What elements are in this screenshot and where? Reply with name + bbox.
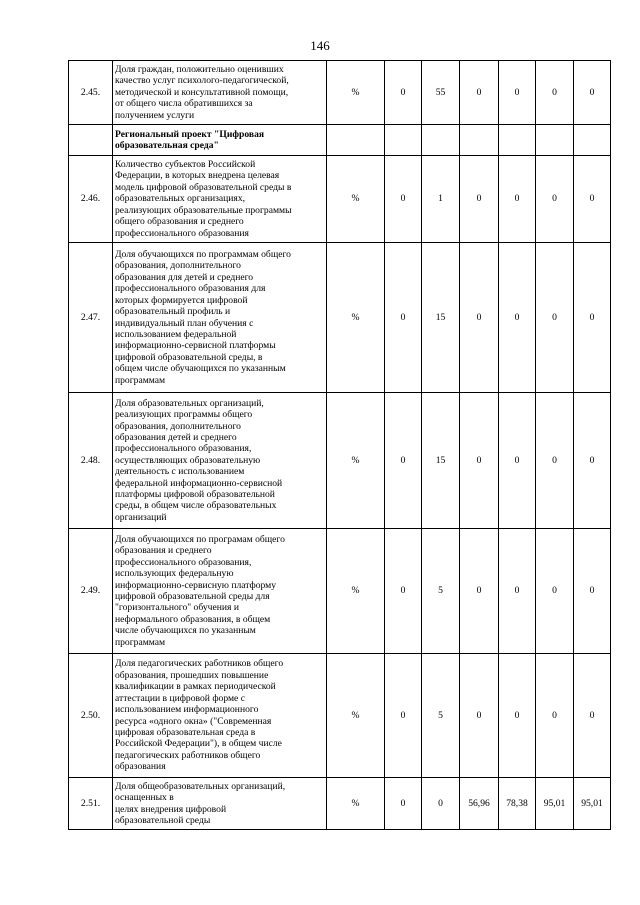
indicator-description: Количество субъектов Российской Федерации, в которых внедрена целевая модель цифровой образовательной среды в образовательных организациях, реализующих образовательные программы общего образования и среднего профессионального образования — [113, 156, 327, 243]
value-cell: 0 — [536, 243, 574, 393]
table-row — [69, 529, 611, 654]
value-cell: 95,01 — [536, 778, 574, 830]
row-number: 2.50. — [69, 654, 113, 778]
empty-cell — [422, 125, 460, 156]
table-row — [69, 61, 611, 125]
value-cell: 0 — [460, 529, 499, 654]
indicator-description: Доля обучающихся по программам общего образования, дополнительного образования для детей и среднего профессионального образования для которых формируется цифровой образовательный профиль и индивидуальный план обучения с использованием федеральной информационно-сервисной платформы цифровой образовательной среды, в общем числе обучающихся по указанным программам — [113, 243, 327, 393]
value-cell: 0 — [460, 654, 499, 778]
value-cell: 55 — [422, 61, 460, 125]
table-row — [69, 393, 611, 529]
value-cell: 0 — [385, 393, 422, 529]
unit-cell: % — [327, 529, 385, 654]
value-cell: 0 — [385, 243, 422, 393]
indicator-description: Доля педагогических работников общего образования, прошедших повышение квалификации в рамках периодической аттестации в цифровой форме с использованием информационного ресурса «одного окна» ("Современная цифровая образовательная среда в Российской Федерации"), в общем числе педагогических работников общего образования — [113, 654, 327, 778]
value-cell: 0 — [385, 61, 422, 125]
value-cell: 0 — [460, 243, 499, 393]
table-row — [69, 778, 611, 830]
value-cell: 5 — [422, 654, 460, 778]
unit-cell: % — [327, 654, 385, 778]
value-cell: 0 — [422, 778, 460, 830]
value-cell: 78,38 — [499, 778, 536, 830]
value-cell: 0 — [574, 156, 611, 243]
indicators-table — [68, 60, 611, 830]
value-cell: 5 — [422, 529, 460, 654]
empty-cell — [499, 125, 536, 156]
value-cell: 0 — [499, 156, 536, 243]
value-cell: 0 — [536, 529, 574, 654]
empty-cell — [327, 125, 385, 156]
empty-cell — [460, 125, 499, 156]
row-number: 2.51. — [69, 778, 113, 830]
value-cell: 0 — [536, 156, 574, 243]
value-cell: 95,01 — [574, 778, 611, 830]
value-cell: 0 — [385, 529, 422, 654]
unit-cell: % — [327, 61, 385, 125]
unit-cell: % — [327, 156, 385, 243]
value-cell: 0 — [499, 393, 536, 529]
indicator-description: Доля граждан, положительно оценивших качество услуг психолого-педагогической, методической и консультативной помощи, от общего числа обратившихся за получением услуги — [113, 61, 327, 125]
value-cell: 0 — [574, 654, 611, 778]
value-cell: 0 — [536, 654, 574, 778]
table-row — [69, 243, 611, 393]
unit-cell: % — [327, 243, 385, 393]
row-number: 2.47. — [69, 243, 113, 393]
empty-cell — [574, 125, 611, 156]
indicator-description: Доля общеобразовательных организаций, оснащенных в целях внедрения цифровой образовательной среды — [113, 778, 327, 830]
empty-cell — [536, 125, 574, 156]
page-number: 146 — [310, 38, 330, 53]
indicator-description: Доля образовательных организаций, реализующих программы общего образования, дополнительного образования детей и среднего профессионального образования, осуществляющих образовательную деятельность с использованием федеральной информационно-сервисной платформы цифровой образовательной среды, в общем числе образовательных организаций — [113, 393, 327, 529]
table-row — [69, 156, 611, 243]
table-row — [69, 654, 611, 778]
value-cell: 0 — [385, 654, 422, 778]
row-number: 2.45. — [69, 61, 113, 125]
value-cell: 0 — [460, 156, 499, 243]
value-cell: 0 — [574, 243, 611, 393]
section-row — [69, 125, 611, 156]
indicator-description: Доля обучающихся по програмам общего образования и среднего профессионального образования, использующих федеральную информационно-сервисную платформу цифровой образовательной среды для "горизонтального" обучения и неформального образования, в общем числе обучающихся по указанным программам — [113, 529, 327, 654]
value-cell: 0 — [499, 61, 536, 125]
unit-cell: % — [327, 393, 385, 529]
value-cell: 0 — [385, 156, 422, 243]
value-cell: 1 — [422, 156, 460, 243]
value-cell: 0 — [536, 393, 574, 529]
section-title: Региональный проект "Цифровая образовательная среда" — [113, 125, 327, 156]
empty-cell — [69, 125, 113, 156]
value-cell: 0 — [499, 243, 536, 393]
value-cell: 56,96 — [460, 778, 499, 830]
row-number: 2.48. — [69, 393, 113, 529]
value-cell: 0 — [460, 393, 499, 529]
value-cell: 0 — [536, 61, 574, 125]
value-cell: 0 — [499, 654, 536, 778]
value-cell: 0 — [574, 61, 611, 125]
value-cell: 0 — [460, 61, 499, 125]
value-cell: 15 — [422, 393, 460, 529]
value-cell: 15 — [422, 243, 460, 393]
value-cell: 0 — [499, 529, 536, 654]
empty-cell — [385, 125, 422, 156]
value-cell: 0 — [574, 529, 611, 654]
value-cell: 0 — [385, 778, 422, 830]
unit-cell: % — [327, 778, 385, 830]
value-cell: 0 — [574, 393, 611, 529]
row-number: 2.46. — [69, 156, 113, 243]
row-number: 2.49. — [69, 529, 113, 654]
